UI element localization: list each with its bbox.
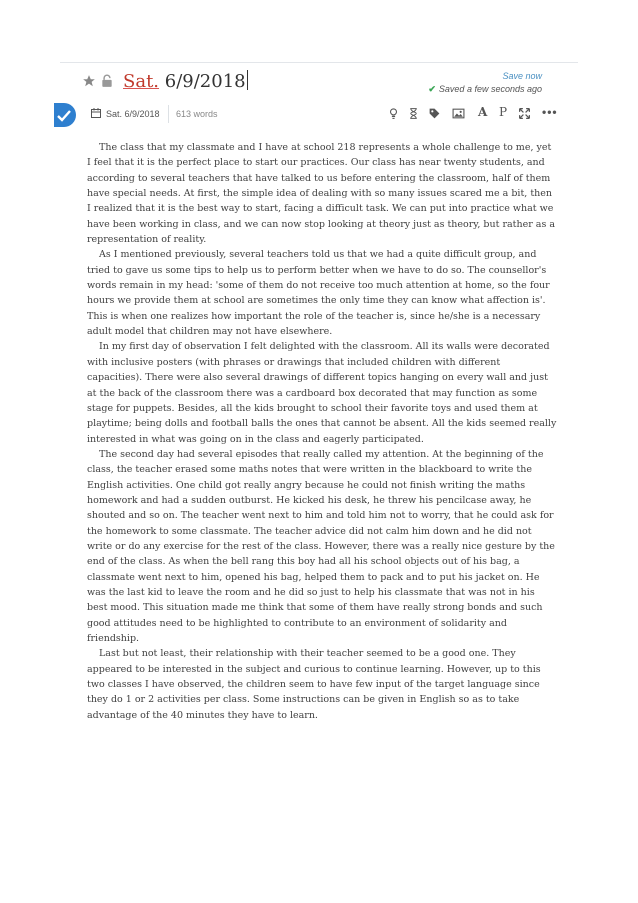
save-now-link[interactable]: Save now [502, 71, 542, 81]
paragraph: The second day had several episodes that really called my attention. At the beginning of the class, the teacher erased some maths notes that were written in the blackboard to write the English activities. One child got really angry because he could not finish writing the maths homework and had a sudden outburst. He kicked his desk, he threw his pencilcase away, he shouted and so on. The teacher went next to him and told him not to worry, that he could ask for the homework to some classmate. The teacher advice did not calm him down and he did not write or do any exercise for the rest of the class. However, there was a really nice gesture by the end of the class. As when the bell rang this boy had all his school objects out of his bag, a classmate went next to him, opened his bag, helped them to pack and to put his jacket on. He was the last kid to leave the room and he did so just to help his classmate that was not in his best mood. This situation made me think that some of them have really strong bonds and such good attitudes need to be highlighted to contribute to an environment of solidarity and friendship. [87, 448, 555, 644]
document-title[interactable] [123, 70, 248, 92]
toolbar-divider [168, 105, 169, 123]
paragraph: In my first day of observation I felt delighted with the classroom. All its walls were decorated with inclusive posters (with phrases or drawings that included children with different capacities). There were also several drawings of different topics hanging on every wall and just at the back of the classroom there was a cardboard box decorated that may function as some stage for puppets. Besides, all the kids brought to school their favorite toys and used them at playtime; being dolls and football balls the ones that cannot be absent. All the kids seemed really interested in what was going on in the class and eagerly participated. [87, 341, 557, 445]
image-icon[interactable] [452, 107, 465, 120]
more-icon[interactable]: ••• [542, 105, 558, 119]
toolbar [82, 103, 558, 125]
lightbulb-icon[interactable] [387, 107, 400, 120]
paragraph: As I mentioned previously, several teachers told us that we had a quite difficult group, and tried to gave us some tips to help us to perform better when we have to do so. The counsellor's words remain in my head: 'some of them do not receive too much attention at home, so the four hours we provide them at school are sometimes the only time they can know what affection is'. This is when one realizes how important the role of the teacher is, since he/she is a necessary adult model that children may not have elsewhere. [87, 249, 550, 338]
paragraph: Last but not least, their relationship with their teacher seemed to be a good one. They appeared to be interested in the subject and curious to continue learning. However, up to this two classes I have observed, the children seem to have few input of the target language since they do 1 or 2 activities per class. Some instructions can be given in English so as to take advantage of the 40 minutes they have to learn. [87, 648, 541, 721]
title-rest: 6/9/2018 [159, 71, 246, 92]
lock-icon[interactable] [101, 74, 113, 88]
saved-status-text: Saved a few seconds ago [438, 84, 542, 94]
toolbar-date[interactable]: Sat. 6/9/2018 [106, 109, 160, 119]
font-icon[interactable]: A [478, 105, 488, 119]
text-caret [247, 70, 248, 90]
top-divider [60, 62, 578, 63]
saved-status [428, 84, 542, 95]
fullscreen-icon[interactable] [518, 107, 531, 120]
word-count: 613 words [176, 109, 218, 119]
hourglass-icon[interactable] [407, 107, 420, 120]
paragraph: The class that my classmate and I have at school 218 represents a whole challenge to me, yet I feel that it is the perfect place to start our practices. Our class has near twenty students, and according to several teachers that have talked to us before entering the classroom, half of them have special needs. At first, the simple idea of dealing with so many issues scared me a bit, then I realized that it is the best way to start, facing a difficult task. We can put into practice what we have been working in class, and we can now stop looking at theory just as theory, but rather as a representation of reality. [87, 142, 556, 246]
check-icon: ✔ [428, 84, 436, 94]
star-icon[interactable] [82, 74, 96, 88]
sidebar-toggle-button[interactable] [54, 103, 76, 127]
check-icon [54, 103, 76, 127]
title-prefix: Sat. [123, 71, 160, 92]
document-body[interactable] [87, 140, 557, 723]
paragraph-icon[interactable]: P [499, 105, 508, 119]
title-bar [82, 70, 562, 100]
calendar-icon[interactable] [90, 107, 102, 119]
tag-icon[interactable] [428, 107, 441, 120]
